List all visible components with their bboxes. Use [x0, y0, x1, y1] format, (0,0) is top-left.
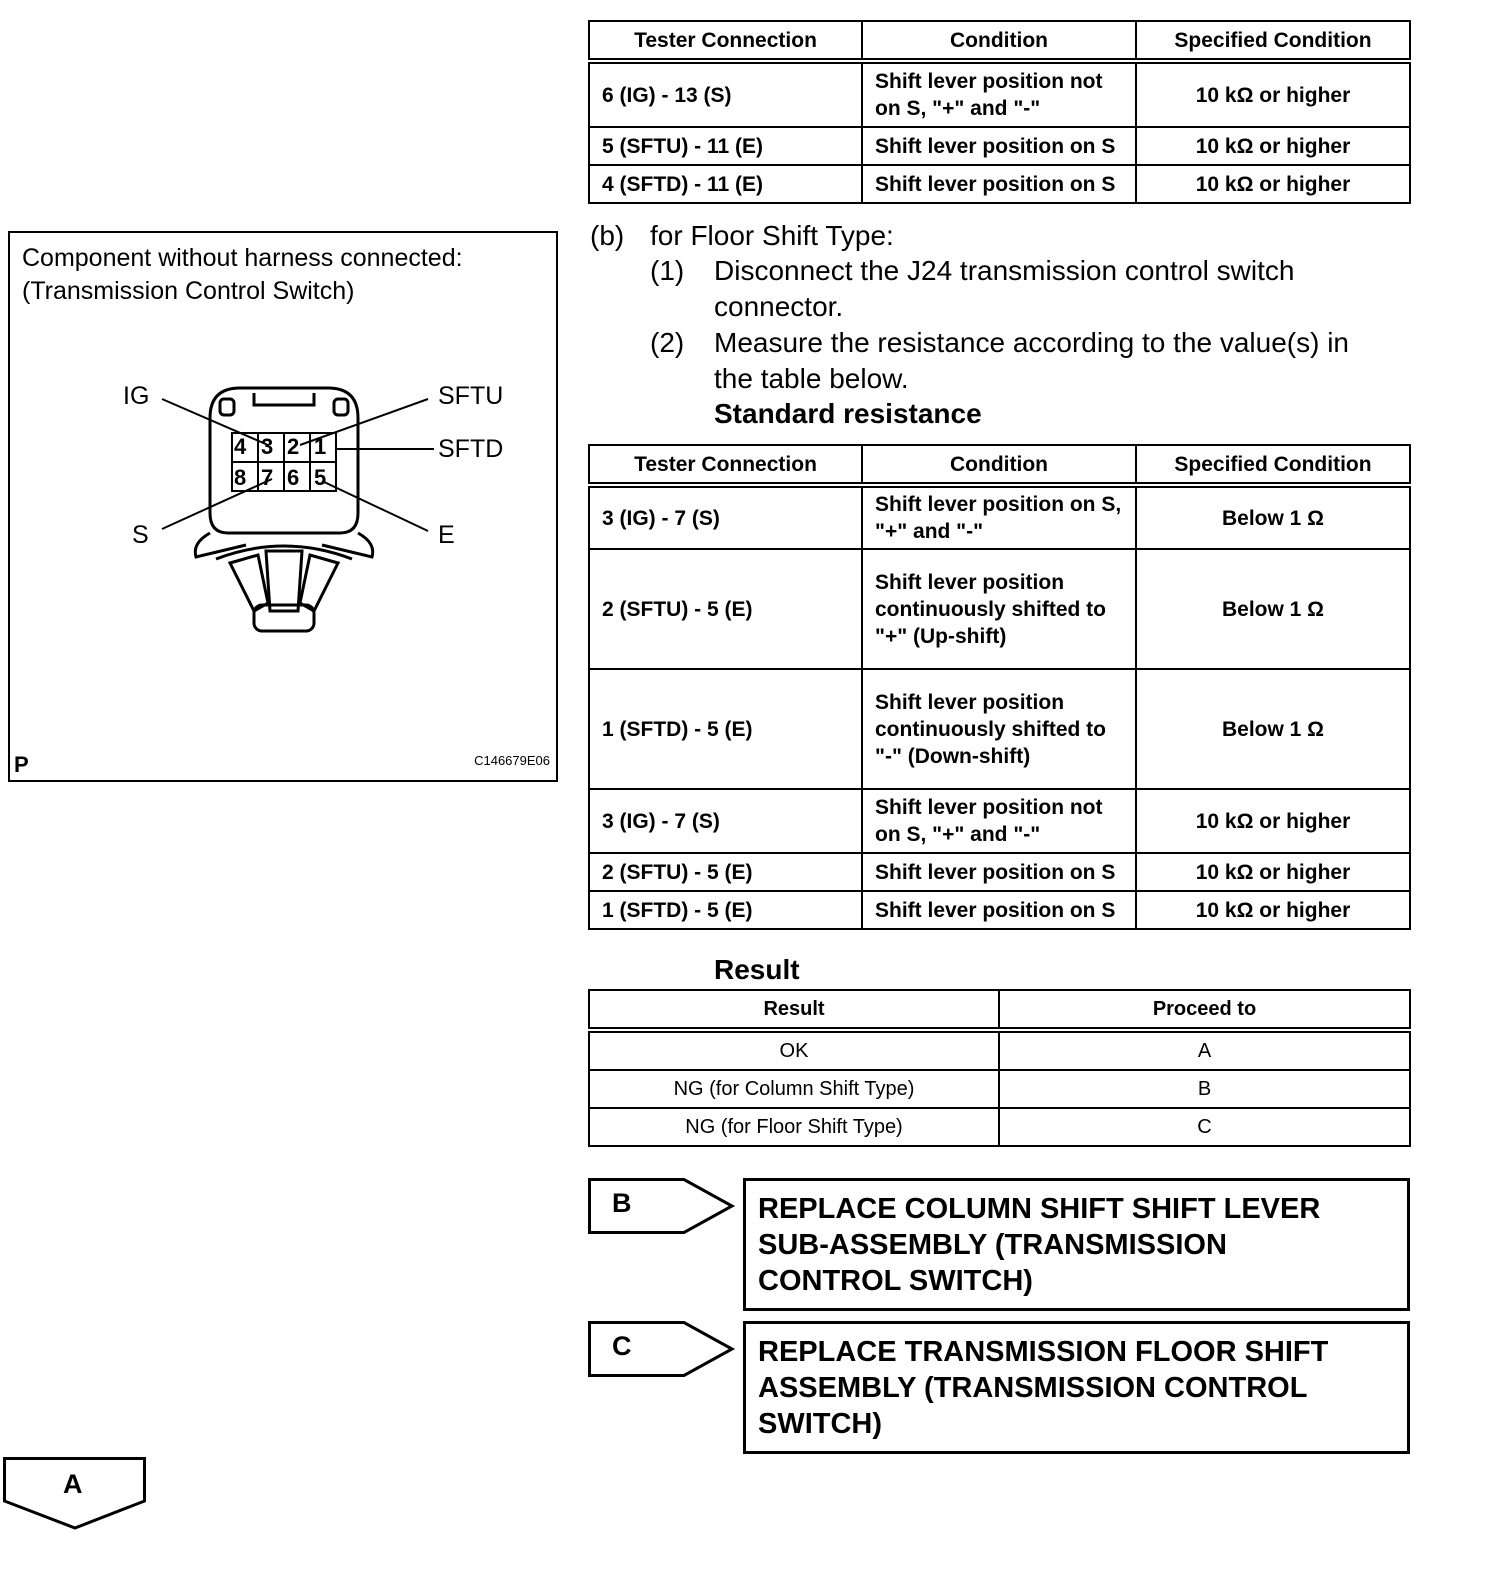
resistance-table-floor-shift	[588, 444, 1411, 930]
table-row	[589, 1070, 1410, 1108]
cell-condition: Shift lever position on S	[862, 891, 1136, 929]
result-c-arrow-tag[interactable]	[588, 1321, 736, 1377]
label-e: E	[438, 521, 455, 549]
cell-proceed-to: B	[999, 1070, 1410, 1108]
pin-4: 4	[234, 434, 247, 459]
cell-specified-condition: 10 kΩ or higher	[1136, 165, 1410, 203]
table-row	[589, 1108, 1410, 1146]
cell-proceed-to: C	[999, 1108, 1410, 1146]
resistance-table-column-shift	[588, 20, 1411, 204]
action-c-box	[743, 1321, 1410, 1454]
figure-corner-letter: P	[14, 752, 29, 777]
cell-specified-condition: Below 1 Ω	[1136, 485, 1410, 549]
action-c-line2: ASSEMBLY (TRANSMISSION CONTROL	[758, 1372, 1308, 1404]
cell-condition: Shift lever position not on S, "+" and "-"	[862, 61, 1136, 127]
pin-5: 5	[314, 465, 327, 490]
cell-tester-connection: 1 (SFTD) - 5 (E)	[589, 669, 862, 789]
step-b-text: for Floor Shift Type:	[650, 220, 894, 251]
cell-tester-connection: 3 (IG) - 7 (S)	[589, 485, 862, 549]
pin-3: 3	[261, 434, 274, 459]
figure-code: C146679E06	[474, 753, 550, 768]
table-row	[589, 127, 1410, 165]
arrow-right-icon	[588, 1321, 736, 1377]
cell-condition: Shift lever position not on S, "+" and "-"	[862, 789, 1136, 853]
header-tester-connection: Tester Connection	[589, 445, 862, 485]
step-b-marker: (b)	[590, 220, 625, 251]
pin-8: 8	[234, 465, 247, 490]
header-proceed-to: Proceed to	[999, 990, 1410, 1030]
pin-7: 7	[261, 465, 274, 490]
table-header-row	[589, 990, 1410, 1030]
cell-specified-condition: 10 kΩ or higher	[1136, 853, 1410, 891]
action-b-line2: SUB-ASSEMBLY (TRANSMISSION	[758, 1229, 1227, 1261]
cell-specified-condition: 10 kΩ or higher	[1136, 61, 1410, 127]
table-header-row	[589, 21, 1410, 61]
cell-result: OK	[589, 1030, 999, 1070]
table-row	[589, 669, 1410, 789]
step2-marker: (2)	[650, 327, 685, 358]
cell-condition: Shift lever position on S	[862, 165, 1136, 203]
cell-tester-connection: 2 (SFTU) - 5 (E)	[589, 853, 862, 891]
step1-line2: connector.	[714, 291, 844, 322]
result-b-tag-label: B	[612, 1188, 632, 1218]
table-row	[589, 549, 1410, 669]
table-row	[589, 891, 1410, 929]
step1-line1: Disconnect the J24 transmission control switch	[714, 255, 1295, 286]
header-condition: Condition	[862, 21, 1136, 61]
cell-tester-connection: 3 (IG) - 7 (S)	[589, 789, 862, 853]
result-c-tag-label: C	[612, 1331, 632, 1361]
pin-2: 2	[287, 434, 300, 459]
label-sftu: SFTU	[438, 382, 504, 410]
header-tester-connection: Tester Connection	[589, 21, 862, 61]
figure-caption-line1: Component without harness connected:	[22, 244, 463, 272]
pin-1: 1	[314, 434, 327, 459]
connector-figure	[8, 231, 558, 782]
cell-tester-connection: 5 (SFTU) - 11 (E)	[589, 127, 862, 165]
header-specified-condition: Specified Condition	[1136, 21, 1410, 61]
action-c-line1: REPLACE TRANSMISSION FLOOR SHIFT	[758, 1336, 1329, 1368]
label-ig: IG	[123, 382, 150, 410]
cell-tester-connection: 6 (IG) - 13 (S)	[589, 61, 862, 127]
cell-specified-condition: Below 1 Ω	[1136, 669, 1410, 789]
cell-result: NG (for Floor Shift Type)	[589, 1108, 999, 1146]
cell-condition: Shift lever position on S	[862, 853, 1136, 891]
action-b-line3: CONTROL SWITCH)	[758, 1265, 1033, 1297]
label-sftd: SFTD	[438, 435, 504, 463]
action-b-box	[743, 1178, 1410, 1311]
table-row	[589, 1030, 1410, 1070]
table-row	[589, 61, 1410, 127]
result-b-arrow-tag[interactable]	[588, 1178, 736, 1234]
cell-condition: Shift lever position continuously shifted to "+" (Up-shift)	[862, 549, 1136, 669]
result-heading: Result	[714, 954, 800, 985]
figure-caption-line2: (Transmission Control Switch)	[22, 277, 355, 305]
cell-condition: Shift lever position on S, "+" and "-"	[862, 485, 1136, 549]
cell-specified-condition: Below 1 Ω	[1136, 549, 1410, 669]
cell-tester-connection: 1 (SFTD) - 5 (E)	[589, 891, 862, 929]
table-header-row	[589, 445, 1410, 485]
cell-tester-connection: 4 (SFTD) - 11 (E)	[589, 165, 862, 203]
header-specified-condition: Specified Condition	[1136, 445, 1410, 485]
connector-diagram	[10, 233, 556, 780]
cell-specified-condition: 10 kΩ or higher	[1136, 891, 1410, 929]
standard-resistance-heading: Standard resistance	[714, 398, 982, 429]
label-s: S	[132, 521, 149, 549]
step1-marker: (1)	[650, 255, 685, 286]
step2-line2: the table below.	[714, 363, 909, 394]
action-c-line3: SWITCH)	[758, 1408, 883, 1440]
arrow-right-icon	[588, 1178, 736, 1234]
pin-6: 6	[287, 465, 300, 490]
step2-line1: Measure the resistance according to the value(s) in	[714, 327, 1349, 358]
action-b-line1: REPLACE COLUMN SHIFT SHIFT LEVER	[758, 1193, 1321, 1225]
cell-specified-condition: 10 kΩ or higher	[1136, 127, 1410, 165]
result-a-tag-label: A	[63, 1469, 83, 1499]
table-row	[589, 853, 1410, 891]
table-row	[589, 789, 1410, 853]
cell-condition: Shift lever position continuously shifted to "-" (Down-shift)	[862, 669, 1136, 789]
cell-condition: Shift lever position on S	[862, 127, 1136, 165]
header-condition: Condition	[862, 445, 1136, 485]
cell-tester-connection: 2 (SFTU) - 5 (E)	[589, 549, 862, 669]
header-result: Result	[589, 990, 999, 1030]
cell-result: NG (for Column Shift Type)	[589, 1070, 999, 1108]
result-table	[588, 989, 1411, 1147]
table-row	[589, 165, 1410, 203]
result-a-arrow-tag[interactable]	[3, 1457, 147, 1531]
cell-specified-condition: 10 kΩ or higher	[1136, 789, 1410, 853]
table-row	[589, 485, 1410, 549]
cell-proceed-to: A	[999, 1030, 1410, 1070]
